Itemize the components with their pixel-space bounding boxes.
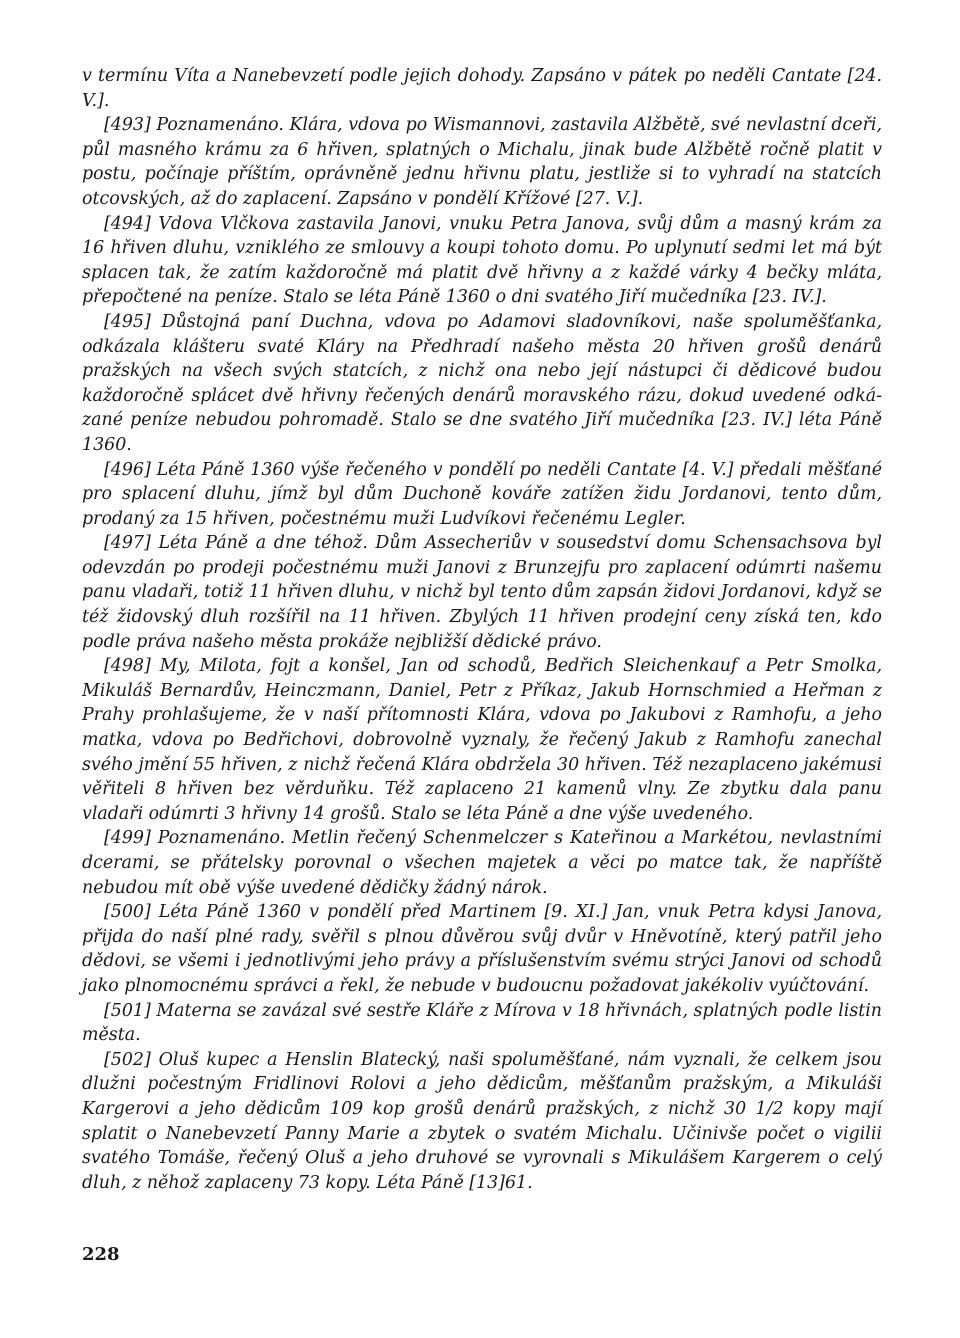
paragraph-502: [502] Oluš kupec a Henslin Blatecký, naši spoluměšťané, nám vyznali, že celkem jsou dlužni počestným Fridlinovi Rolovi a jeho dědicům, měšťanům pražským, a Mikuláši Kargerovi a jeho dědicům 109 kop grošů denárů pražských, z nichž 30 1/2 kopy mají splatit o Nanebevzetí Panny Marie a zbytek o svatém Michalu. Učinivše počet o vigilii svatého Tomáše, řečený Oluš a jeho druhové se vyrovnali s Mikulášem Kargerem o celý dluh, z něhož zaplaceny 73 kopy. Léta Páně [13]61. — [82, 1049, 882, 1193]
paragraph-497: [497] Léta Páně a dne téhož. Dům Assecheriův v sousedství domu Schensachsova byl odevzdán po prodeji počestnému muži Janovi z Brunzejfu pro zaplacení odúmrti našemu panu vladaři, totiž 11 hřiven dluhu, v nichž byl tento dům zapsán židovi Jordanovi, když se též židovský dluh rozšířil na 11 hřiven. Zbylých 11 hřiven prodejní ceny získá ten, kdo podle práva našeho města prokáže nejbližší dědické právo. — [82, 533, 882, 652]
paragraph-continuation: v termínu Víta a Nanebevzetí podle jejich dohody. Zapsáno v pátek po neděli Cantate [24. V.]. — [82, 66, 882, 111]
page-number: 228 — [82, 1244, 120, 1265]
paragraph-494: [494] Vdova Vlčkova zastavila Janovi, vnuku Petra Janova, svůj dům a masný krám za 16 hřiven dluhu, vzniklého ze smlouvy a koupi tohoto domu. Po uplynutí sedmi let má být splacen tak, že zatím každoročně má platit dvě hřivny a z každé várky 4 bečky mláta, přepočtené na peníze. Stalo se léta Páně 1360 o dni svatého Jiří mučedníka [23. IV.]. — [82, 213, 882, 308]
paragraph-495: [495] Důstojná paní Duchna, vdova po Adamovi sladovníkovi, naše spoluměšťanka, odkázala klášteru svaté Kláry na Předhradí našeho města 20 hřiven grošů denárů pražských na všech svých statcích, z nichž ona nebo její nástupci či dědicové budou každoročně splácet dvě hřivny řečených denárů moravského rázu, dokud uvedené odkázané peníze nebudou pohromadě. Stalo se dne svatého Jiří mučedníka [23. IV.] léta Páně 1360. — [82, 311, 882, 455]
paragraph-498: [498] My, Milota, fojt a konšel, Jan od schodů, Bedřich Sleichenkauf a Petr Smolka, Mikuláš Bernardův, Heinczmann, Daniel, Petr z Příkaz, Jakub Hornschmied a Heřman z Prahy prohlašujeme, že v naší přítomnosti Klára, vdova po Jakubovi z Ramhofu, a jeho matka, vdova po Bedřichovi, dobrovolně vyznaly, že řečený Jakub z Ramhofu zanechal svého jmění 55 hřiven, z nichž řečená Klára obdržela 30 hřiven. Též nezaplaceno jakémusi věřiteli 8 hřiven bez věrduňku. Též zaplaceno 21 kamenů vlny. Ze zbytku dala panu vladaři odúmrti 3 hřivny 14 grošů. Stalo se léta Páně a dne výše uvedeného. — [82, 656, 882, 824]
paragraph-500: [500] Léta Páně 1360 v pondělí před Martinem [9. XI.] Jan, vnuk Petra kdysi Janova, přijda do naší plné rady, svěřil s plnou důvěrou svůj dvůr v Hněvotíně, který patřil jeho dědovi, se všemi i jednotlivými jeho právy a příslušenstvím svému strýci Janovi od schodů jako plnomocnému správci a řekl, že nebude v budoucnu požadovat jakékoliv vyúčtování. — [82, 902, 882, 996]
document-body — [82, 64, 882, 1195]
paragraph-499: [499] Poznamenáno. Metlin řečený Schenmelczer s Kateřinou a Markétou, nevlastními dcerami, se přátelsky porovnal o všechen majetek a věci po matce tak, že napříště nebudou mít obě výše uvedené dědičky žádný nárok. — [82, 828, 882, 898]
paragraph-501: [501] Materna se zavázal své sestře Kláře z Mírova v 18 hřivnách, splatných podle listin města. — [82, 1000, 882, 1046]
paragraph-493: [493] Poznamenáno. Klára, vdova po Wismannovi, zastavila Alžbětě, své nevlastní dceři, půl masného krámu za 6 hřiven, splatných o Michalu, jinak bude Alžbětě ročně platit v postu, počínaje příštím, oprávněně jednu hřivnu platu, jestliže si to vyhradí na statcích otcovských, až do zaplacení. Zapsáno v pondělí Křížové [27. V.]. — [82, 115, 882, 209]
paragraph-496: [496] Léta Páně 1360 výše řečeného v pondělí po neděli Cantate [4. V.] předali měšťané pro splacení dluhu, jímž byl dům Duchoně kováře zatížen židu Jordanovi, tento dům, prodaný za 15 hřiven, počestnému muži Ludvíkovi řečenému Legler. — [82, 459, 882, 529]
